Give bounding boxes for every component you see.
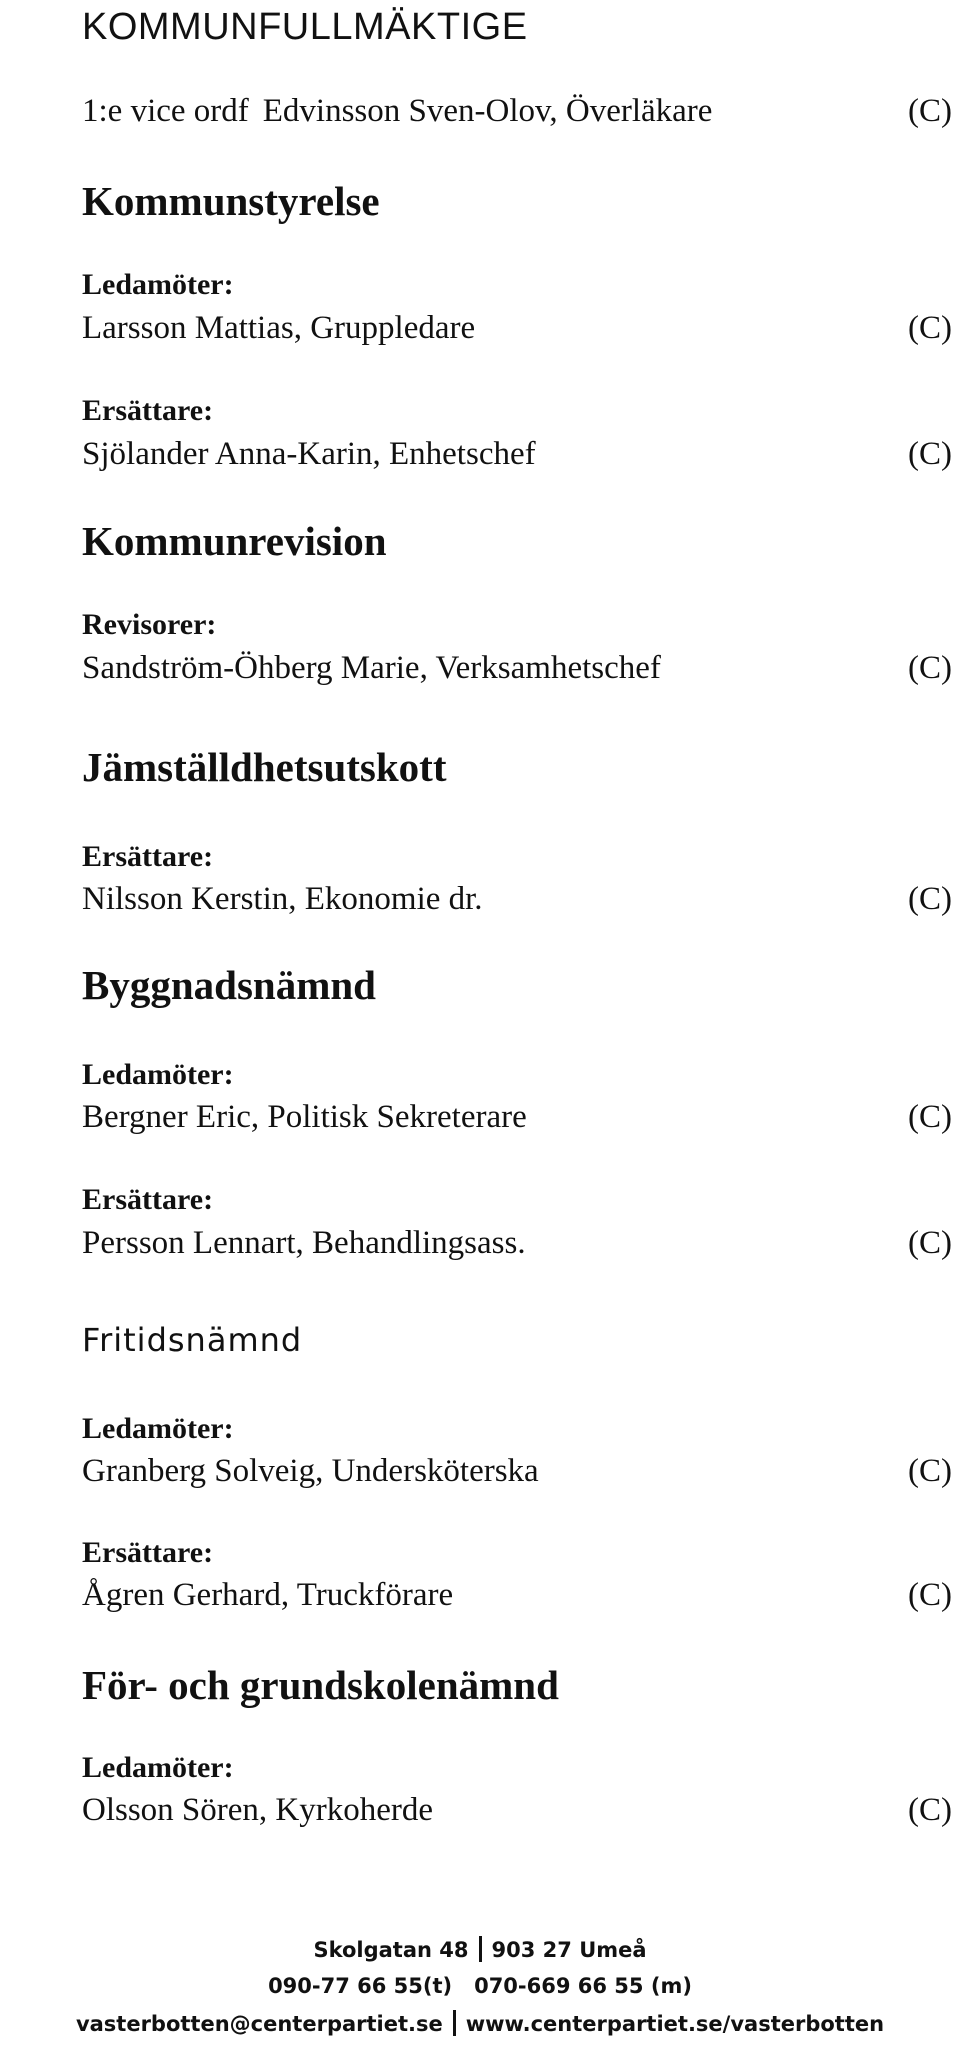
member-row bbox=[82, 646, 952, 690]
member-row bbox=[82, 1095, 952, 1139]
document-title: KOMMUNFULLMÄKTIGE bbox=[82, 6, 528, 48]
member-name: Sjölander Anna-Karin, Enhetschef bbox=[82, 436, 536, 472]
member-name: Ågren Gerhard, Truckförare bbox=[82, 1577, 454, 1613]
party-affiliation: (C) bbox=[908, 1099, 952, 1135]
party-affiliation: (C) bbox=[908, 1792, 952, 1828]
footer-web-link[interactable]: www.centerpartiet.se/vasterbotten bbox=[465, 2012, 885, 2036]
party-affiliation: (C) bbox=[908, 93, 952, 129]
section-heading-fritidsnamnd: Fritidsnämnd bbox=[82, 1321, 303, 1359]
party-affiliation: (C) bbox=[908, 1453, 952, 1489]
member-row bbox=[82, 1573, 952, 1617]
footer-separator bbox=[453, 2010, 456, 2036]
group-label: Ersättare: bbox=[82, 1536, 214, 1569]
vice-chair-label: 1:e vice ordf bbox=[82, 93, 249, 129]
member-row bbox=[82, 877, 952, 921]
party-affiliation: (C) bbox=[908, 1225, 952, 1261]
footer-contact-line bbox=[0, 2009, 960, 2039]
member-row bbox=[82, 1449, 952, 1493]
section-heading-byggnadsnamnd: Byggnadsnämnd bbox=[82, 962, 376, 1008]
footer-email-link[interactable]: vasterbotten@centerpartiet.se bbox=[75, 2012, 443, 2036]
group-label: Revisorer: bbox=[82, 608, 217, 641]
group-label: Ledamöter: bbox=[82, 1412, 234, 1445]
party-affiliation: (C) bbox=[908, 881, 952, 917]
member-row bbox=[82, 1221, 952, 1265]
footer-address-line bbox=[0, 1935, 960, 1965]
member-row bbox=[82, 432, 952, 476]
member-row bbox=[82, 306, 952, 350]
group-label: Ersättare: bbox=[82, 1183, 214, 1216]
vice-chair-entry bbox=[82, 89, 712, 133]
footer-city: 903 27 Umeå bbox=[491, 1938, 647, 1962]
party-affiliation: (C) bbox=[908, 436, 952, 472]
member-name: Persson Lennart, Behandlingsass. bbox=[82, 1225, 526, 1261]
member-name: Olsson Sören, Kyrkoherde bbox=[82, 1792, 434, 1828]
footer-phone-line bbox=[0, 1971, 960, 2001]
party-affiliation: (C) bbox=[908, 650, 952, 686]
group-label: Ledamöter: bbox=[82, 268, 234, 301]
member-name: Granberg Solveig, Undersköterska bbox=[82, 1453, 539, 1489]
group-label: Ersättare: bbox=[82, 394, 214, 427]
section-heading-jamstalldhetsutskott: Jämställdhetsutskott bbox=[82, 744, 447, 790]
group-label: Ledamöter: bbox=[82, 1058, 234, 1091]
member-name: Larsson Mattias, Gruppledare bbox=[82, 310, 476, 346]
party-affiliation: (C) bbox=[908, 1577, 952, 1613]
footer-phone: 090-77 66 55(t) bbox=[268, 1974, 453, 1998]
member-name: Nilsson Kerstin, Ekonomie dr. bbox=[82, 881, 483, 917]
section-heading-for-och-grundskolenamnd: För- och grundskolenämnd bbox=[82, 1662, 559, 1708]
section-heading-kommunstyrelse: Kommunstyrelse bbox=[82, 178, 380, 224]
vice-chair-name: Edvinsson Sven-Olov, Överläkare bbox=[262, 93, 713, 129]
footer-separator bbox=[479, 1936, 482, 1962]
member-row bbox=[82, 1788, 952, 1832]
member-name: Sandström-Öhberg Marie, Verksamhetschef bbox=[82, 650, 661, 686]
group-label: Ersättare: bbox=[82, 840, 214, 873]
member-name: Bergner Eric, Politisk Sekreterare bbox=[82, 1099, 527, 1135]
group-label: Ledamöter: bbox=[82, 1751, 234, 1784]
footer-street: Skolgatan 48 bbox=[313, 1938, 469, 1962]
party-affiliation: (C) bbox=[908, 310, 952, 346]
footer-mobile: 070-669 66 55 (m) bbox=[474, 1974, 692, 1998]
vice-chair-row bbox=[82, 89, 952, 133]
section-heading-kommunrevision: Kommunrevision bbox=[82, 518, 387, 564]
